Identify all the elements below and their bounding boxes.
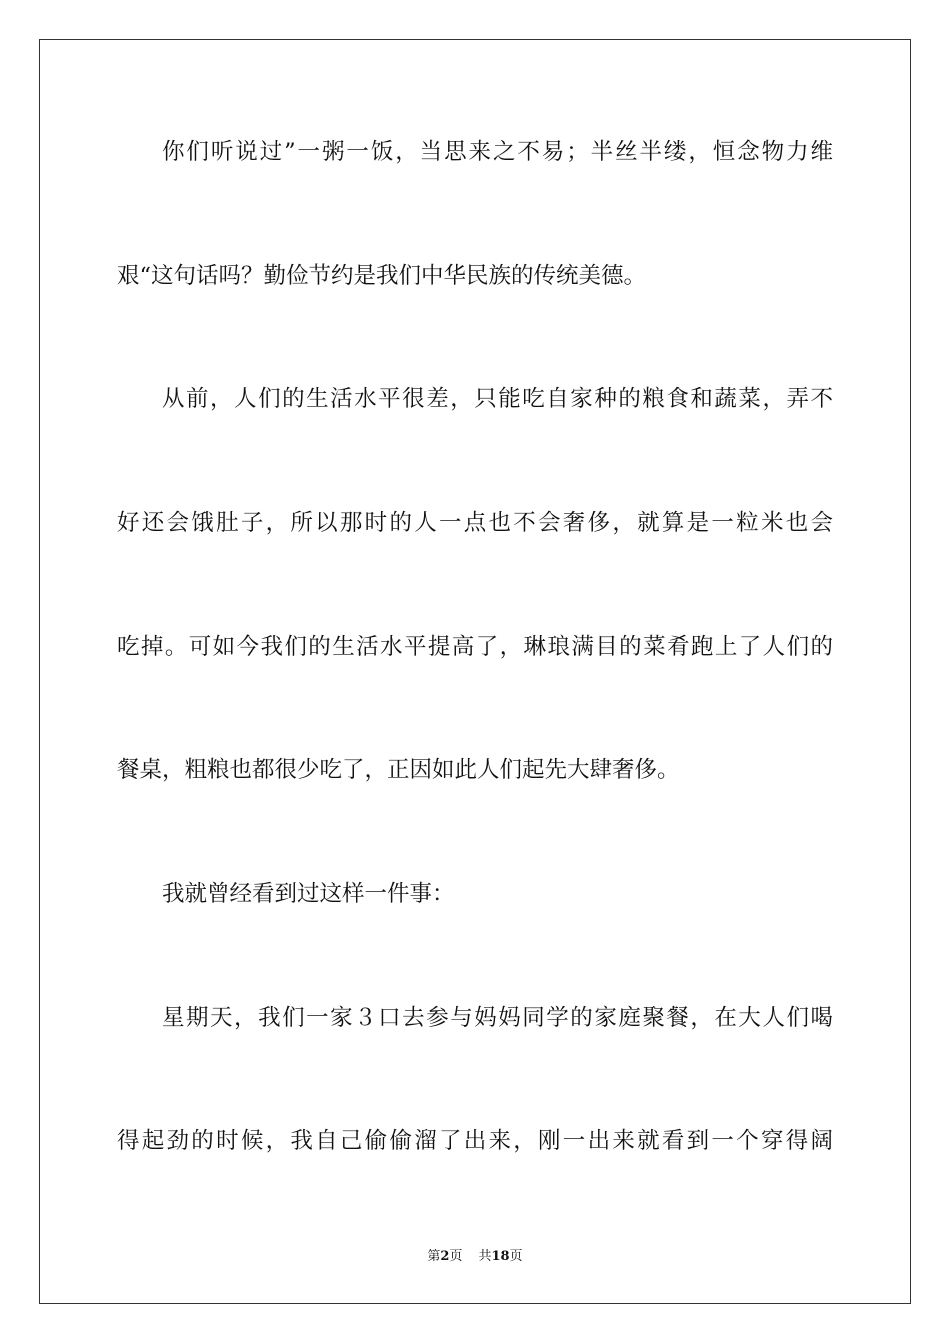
paragraph-line: 星期天，我们一家３口去参与妈妈同学的家庭聚餐，在大人们喝 xyxy=(162,1005,833,1031)
paragraph-line: 我就曾经看到过这样一件事： xyxy=(162,881,455,907)
paragraph-line: 餐桌，粗粮也都很少吃了，正因如此人们起先大肆奢侈。 xyxy=(117,757,680,783)
paragraph-line: 好还会饿肚子，所以那时的人一点也不会奢侈，就算是一粒米也会 xyxy=(117,510,833,536)
total-pages: 18 xyxy=(491,1249,510,1264)
paragraph-line: 从前，人们的生活水平很差，只能吃自家种的粮食和蔬菜，弄不 xyxy=(162,386,833,412)
paragraph-line: 你们听说过”一粥一饭，当思来之不易；半丝半缕，恒念物力维 xyxy=(162,139,833,165)
page-number: 2 xyxy=(440,1249,450,1264)
page-frame xyxy=(39,39,911,1304)
paragraph-line: 艰“这句话吗？勤俭节约是我们中华民族的传统美德。 xyxy=(117,263,647,289)
paragraph-line: 得起劲的时候，我自己偷偷溜了出来，刚一出来就看到一个穿得阔 xyxy=(117,1128,833,1154)
page-footer xyxy=(0,1248,950,1266)
paragraph-line: 吃掉。可如今我们的生活水平提高了，琳琅满目的菜肴跑上了人们的 xyxy=(117,634,833,660)
total-prefix: 共 xyxy=(478,1249,492,1264)
page-suffix: 页 xyxy=(449,1249,463,1264)
total-suffix: 页 xyxy=(509,1249,523,1264)
page-prefix: 第 xyxy=(427,1249,441,1264)
